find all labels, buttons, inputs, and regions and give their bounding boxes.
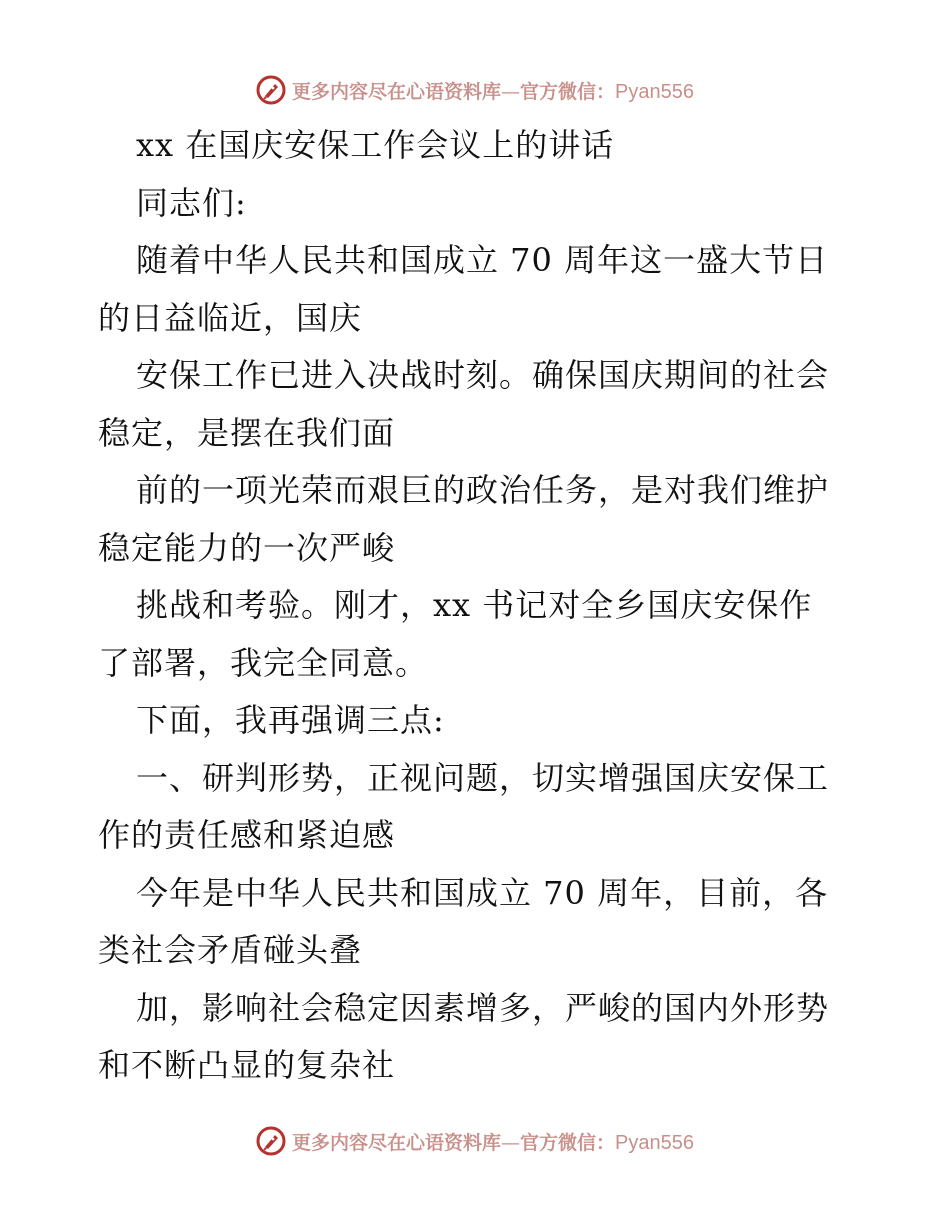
text-line: 随着中华人民共和国成立 70 周年这一盛大节日 xyxy=(136,241,829,279)
text-line: 稳定，是摆在我们面 xyxy=(98,413,396,452)
document-body xyxy=(98,117,858,1095)
text-line: xx 在国庆安保工作会议上的讲话 xyxy=(136,126,615,164)
text-line: 同志们: xyxy=(136,183,247,222)
text-line: 挑战和考验。刚才，xx 书记对全乡国庆安保作 xyxy=(136,586,813,624)
header-watermark-banner xyxy=(0,72,950,108)
banner-wechat-id: Pyan556 xyxy=(615,1131,694,1154)
banner-site-text: 更多内容尽在心语资料库 xyxy=(292,80,502,103)
text-line: 了部署，我完全同意。 xyxy=(98,643,429,682)
text-line: 作的责任感和紧迫感 xyxy=(98,816,396,854)
text-line: 安保工作已进入决战时刻。确保国庆期间的社会 xyxy=(136,356,830,394)
pen-nib-logo-icon xyxy=(256,1126,286,1156)
text-line: 类社会矛盾碰头叠 xyxy=(98,931,363,969)
footer-watermark-banner xyxy=(0,1123,950,1159)
text-line: 前的一项光荣而艰巨的政治任务，是对我们维护 xyxy=(136,471,830,509)
pen-nib-logo-icon xyxy=(256,75,286,105)
banner-wechat-label: 官方微信： xyxy=(520,1131,616,1154)
text-line: 稳定能力的一次严峻 xyxy=(98,528,396,567)
banner-text xyxy=(292,77,694,104)
banner-dash: — xyxy=(501,80,521,103)
banner-text xyxy=(292,1128,694,1155)
banner-dash: — xyxy=(501,1131,521,1154)
text-line: 加，影响社会稳定因素增多，严峻的国内外形势 xyxy=(136,988,830,1027)
text-line: 下面，我再强调三点: xyxy=(136,701,445,739)
text-line: 的日益临近，国庆 xyxy=(98,298,363,337)
banner-site-text: 更多内容尽在心语资料库 xyxy=(292,1131,502,1154)
text-line: 和不断凸显的复杂社 xyxy=(98,1046,396,1084)
banner-wechat-id: Pyan556 xyxy=(615,80,694,103)
text-line: 今年是中华人民共和国成立 70 周年，目前，各 xyxy=(136,873,829,912)
text-line: 一、研判形势，正视问题，切实增强国庆安保工 xyxy=(136,758,830,797)
banner-wechat-label: 官方微信： xyxy=(520,80,616,103)
